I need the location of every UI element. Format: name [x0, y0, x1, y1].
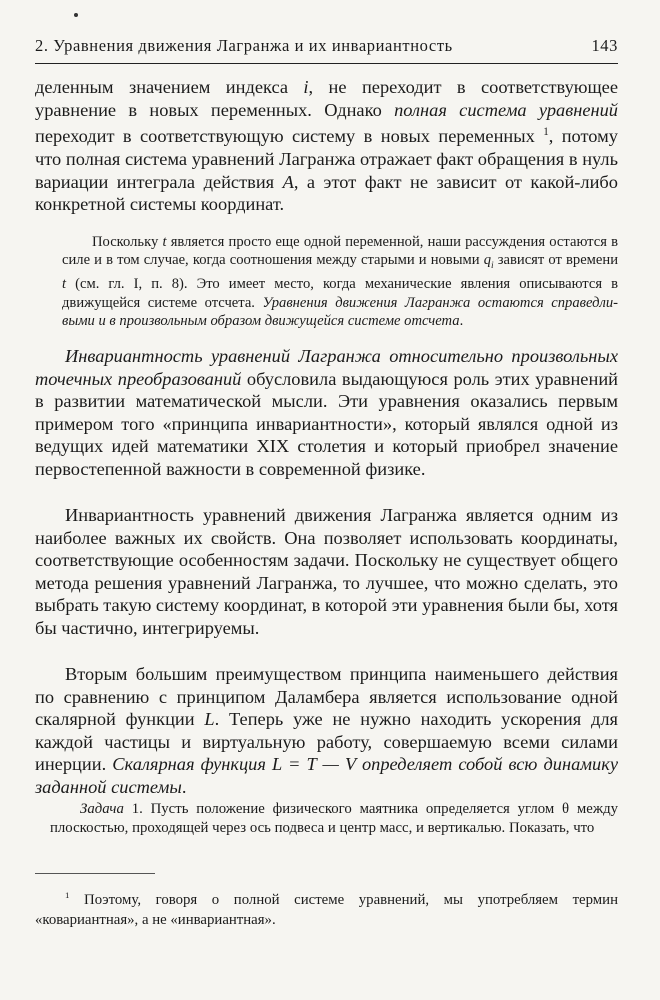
print-speck — [74, 13, 78, 17]
running-header — [35, 36, 618, 56]
var-i: i — [303, 77, 309, 97]
paragraph-2: Инвариантность уравнений Лагранжа относительно произвольных точечных преобразований обусловила выдающуюся роль этих уравнений в развитии математической мысли. Эти уравнения оказались первым примером того «принципа инвариантности», который являлся одной из ведущих идей математики XIX столетия и который приобрел значение первостепенной важности в современной физике. — [35, 346, 618, 479]
running-header-title: 2. Уравнения движения Лагранжа и их инвариантность — [35, 36, 453, 55]
paragraph-1: деленным значением индекса i, не переходит в соответствующее уравнение в новых переменных. Однако полная система уравнений переходит в соответствующую систему в новых переменных $^1$, потому что полная система уравнений Лагранжа отражает факт обращения в нуль вариации интеграла действия A, а этот факт не зависит от какой-либо конкретной системы координат. — [35, 77, 619, 215]
small-print-note: Поскольку t является просто еще одной переменной, наши рассуждения остаются в силе и в том случае, когда соотношения между старыми и новыми $q_i$ зависят от времени t (см. гл. I, п. 8). Это имеет место, когда механические явления описываются в движущейся системе отсчета. Уравнения движения Лагранжа остаются справедливыми и в произвольным образом движущейся системе отсчета. — [62, 234, 619, 329]
emphasis-scalar-function: Скалярная функция L = T — V определяет собой всю динамику заданной системы — [35, 754, 618, 797]
footnote-rule — [35, 873, 155, 874]
footnote — [35, 885, 618, 930]
emphasis-full-system: полная система уравнений — [394, 99, 619, 120]
footnote-text: Поэтому, говоря о полной системе уравнений, мы употребляем термин «ковариантная», а не «инвариантная». — [35, 891, 618, 928]
task-number: 1 — [131, 801, 140, 817]
task-1: Задача 1. Пусть положение физического маятника определяется углом θ между плоскостью, проходящей через ось подвеса и центр масс, и вертикалью. Показать, что — [50, 801, 618, 837]
emphasis-invariance: Инвариантность уравнений Лагранжа относительно произвольных точечных преобразований — [35, 346, 618, 389]
task-label: Задача — [80, 801, 124, 817]
footnote-ref: 1 — [543, 126, 549, 139]
paragraph-3: Инвариантность уравнений движения Лагранжа является одним из наиболее важных их свойств. Она позволяет использовать координаты, соответствующие особенностям задачи. Поскольку не существует общего метода решения уравнений Лагранжа, то лучшее, что можно сделать, это выбрать такую систему координат, в которой эти уравнения были бы, хотя бы частично, интегрируемы. — [35, 505, 618, 638]
header-rule — [35, 63, 618, 64]
var-L: L — [204, 709, 215, 730]
var-theta: θ — [562, 801, 570, 817]
var-A: A — [282, 171, 294, 192]
page-number: 143 — [591, 36, 618, 55]
note-emphasis: Уравнения движения Лагранжа остаются справедливыми и в произвольным образом движущейся системе отсчета — [62, 294, 618, 329]
paragraph-4: Вторым большим преимуществом принципа наименьшего действия по сравнению с принципом Даламбера является использование одной скалярной функции L. Теперь уже не нужно находить ускорения для каждой частицы и виртуальную работу, совершаемую всеми силами инерции. Скалярная функция L = T — V определяет собой всю динамику заданной системы. — [35, 664, 618, 797]
footnote-mark: 1 — [65, 890, 70, 900]
